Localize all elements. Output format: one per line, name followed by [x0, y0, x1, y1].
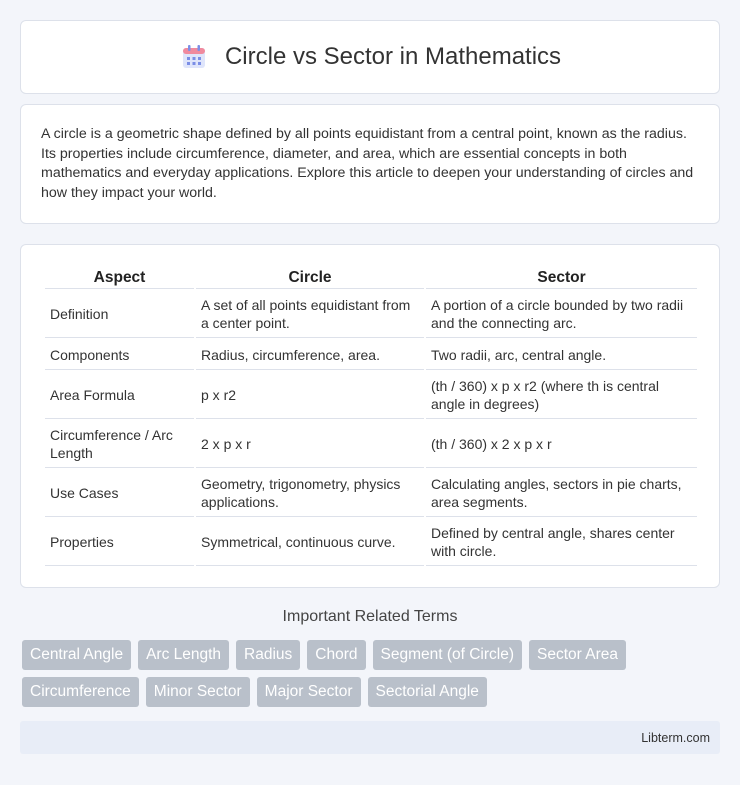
table-row — [45, 519, 697, 566]
row-sector: Calculating angles, sectors in pie charts, area segments. — [426, 470, 697, 517]
tag-row — [22, 677, 722, 707]
page-title: Circle vs Sector in Mathematics — [224, 43, 562, 70]
row-circle: Radius, circumference, area. — [196, 340, 424, 370]
row-circle: Symmetrical, continuous curve. — [196, 519, 424, 566]
row-aspect: Circumference / Arc Length — [45, 421, 194, 468]
row-aspect: Definition — [45, 291, 194, 338]
comparison-table-card — [20, 244, 720, 588]
tag-segment[interactable]: Segment (of Circle) — [373, 640, 523, 670]
calendar-icon — [179, 42, 209, 72]
row-aspect: Use Cases — [45, 470, 194, 517]
row-sector: (th / 360) x 2 x p x r — [426, 421, 697, 468]
table-row — [45, 291, 697, 338]
row-sector: (th / 360) x p x r2 (where th is central angle in degrees) — [426, 372, 697, 419]
tag-major-sector[interactable]: Major Sector — [257, 677, 361, 707]
table-row — [45, 340, 697, 370]
tag-minor-sector[interactable]: Minor Sector — [146, 677, 250, 707]
row-sector: Defined by central angle, shares center with circle. — [426, 519, 697, 566]
related-terms-tags — [22, 640, 722, 714]
row-sector: A portion of a circle bounded by two radii and the connecting arc. — [426, 291, 697, 338]
row-circle: p x r2 — [196, 372, 424, 419]
table-row — [45, 421, 697, 468]
header-sector: Sector — [426, 267, 697, 289]
footer — [20, 721, 720, 754]
tag-circumference[interactable]: Circumference — [22, 677, 139, 707]
row-circle: Geometry, trigonometry, physics applications. — [196, 470, 424, 517]
row-aspect: Area Formula — [45, 372, 194, 419]
table-row — [45, 372, 697, 419]
title-wrap — [179, 42, 561, 72]
tag-sector-area[interactable]: Sector Area — [529, 640, 626, 670]
row-circle: A set of all points equidistant from a center point. — [196, 291, 424, 338]
header-aspect: Aspect — [45, 267, 194, 289]
title-card — [20, 20, 720, 94]
related-terms-title: Important Related Terms — [282, 608, 458, 625]
tag-radius[interactable]: Radius — [236, 640, 300, 670]
table-row — [45, 470, 697, 517]
row-circle: 2 x p x r — [196, 421, 424, 468]
tag-chord[interactable]: Chord — [307, 640, 365, 670]
footer-site-link[interactable]: Libterm.com — [641, 730, 710, 745]
tag-row — [22, 640, 722, 670]
row-sector: Two radii, arc, central angle. — [426, 340, 697, 370]
tag-sectorial-angle[interactable]: Sectorial Angle — [368, 677, 487, 707]
tag-central-angle[interactable]: Central Angle — [22, 640, 131, 670]
comparison-table — [43, 265, 699, 568]
row-aspect: Properties — [45, 519, 194, 566]
intro-paragraph: A circle is a geometric shape defined by all points equidistant from a central point, known as the radius. Its properties include circumference, diameter, and area, which are essential concepts in both mathematics and everyday applications. Explore this article to deepen your understanding of circles and how they impact your world. — [41, 126, 694, 201]
row-aspect: Components — [45, 340, 194, 370]
tag-arc-length[interactable]: Arc Length — [138, 640, 229, 670]
header-circle: Circle — [196, 267, 424, 289]
intro-card — [20, 104, 720, 224]
table-header-row — [45, 267, 697, 289]
